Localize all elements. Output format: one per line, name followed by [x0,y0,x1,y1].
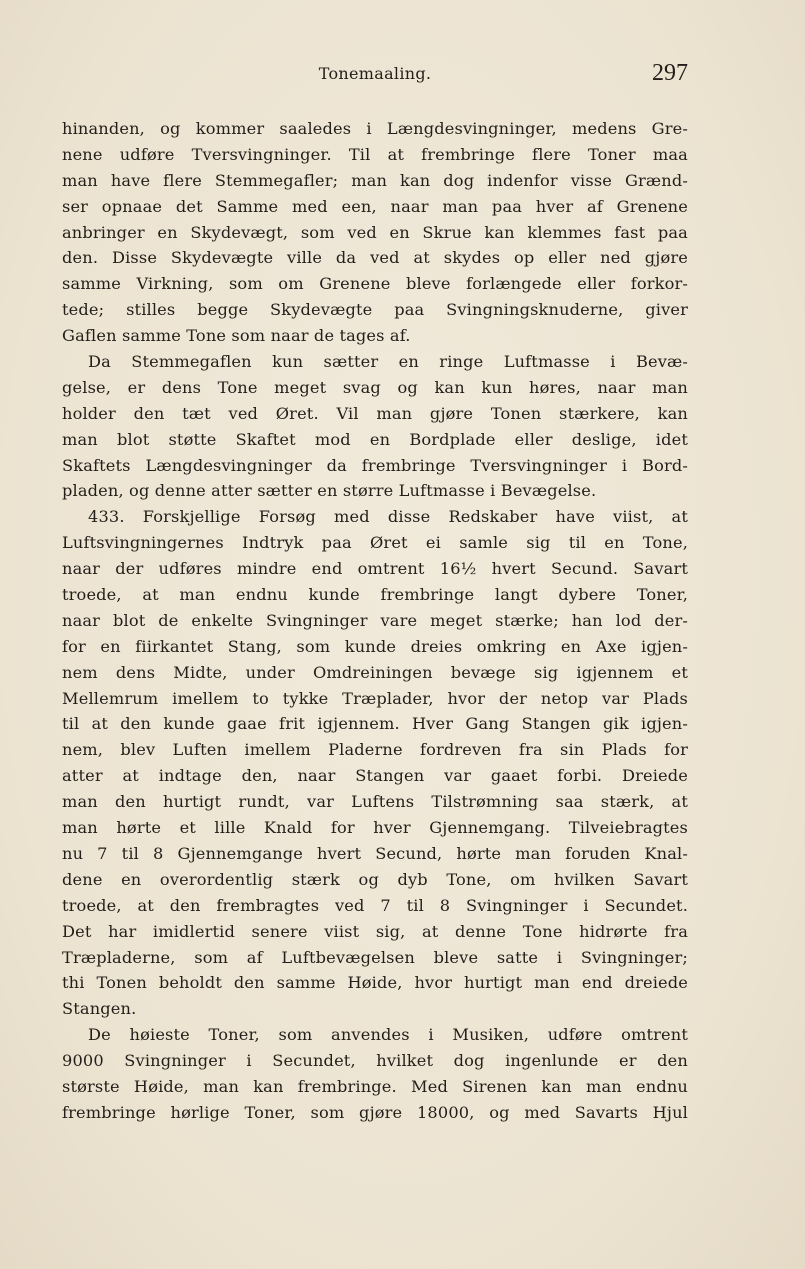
page-number: 297 [652,60,688,86]
text-line: Skaftets Længdesvingninger da frembringe Tversvingninger i Bord- [62,455,688,475]
text-line: dene en overordentlig stærk og dyb Tone, om hvilken Savart [62,869,688,889]
text-line: ser opnaae det Samme med een, naar man paa hver af Grenene [62,196,688,216]
text-line: Det har imidlertid senere viist sig, at denne Tone hidrørte fra [62,921,688,941]
text-line: til at den kunde gaae frit igjennem. Hver Gang Stangen gik igjen- [62,714,688,734]
text-line: atter at indtage den, naar Stangen var gaaet forbi. Dreiede [62,766,688,786]
text-line: nem, blev Luften imellem Pladerne fordreven fra sin Plads for [62,740,688,760]
text-line: naar blot de enkelte Svingninger vare meget stærke; han lod der- [62,610,688,630]
text-line: Da Stemmegaflen kun sætter en ringe Luftmasse i Bevæ- [88,352,688,372]
text-line: thi Tonen beholdt den samme Høide, hvor hurtigt man end dreiede [62,973,688,993]
text-line: Træpladerne, som af Luftbevægelsen bleve satte i Svingninger; [62,947,688,967]
text-line: troede, at man endnu kunde frembringe langt dybere Toner, [62,585,688,605]
text-line: tede; stilles begge Skydevægte paa Svingningsknuderne, giver [62,300,688,320]
text-line: man have flere Stemmegafler; man kan dog indenfor visse Grænd- [62,170,688,190]
text-line: Gaflen samme Tone som naar de tages af. [62,326,411,346]
text-line: naar der udføres mindre end omtrent 16½ hvert Secund. Savart [62,559,688,579]
text-line: for en fiirkantet Stang, som kunde dreies omkring en Axe igjen- [62,636,688,656]
running-title: Tonemaaling. [318,64,432,83]
text-line: man blot støtte Skaftet mod en Bordplade eller deslige, idet [62,429,688,449]
text-line: hinanden, og kommer saaledes i Længdesvingninger, medens Gre- [62,119,688,138]
text-line: største Høide, man kan frembringe. Med Sirenen kan man endnu [62,1076,688,1096]
text-line: 433. Forskjellige Forsøg med disse Redskaber have viist, at [88,507,688,527]
text-line: troede, at den frembragtes ved 7 til 8 Svingninger i Secundet. [62,895,688,915]
text-line: man den hurtigt rundt, var Luftens Tilstrømning saa stærk, at [62,792,688,812]
text-line: De høieste Toner, som anvendes i Musiken, udføre omtrent [88,1025,688,1045]
text-line: frembringe hørlige Toner, som gjøre 18000, og med Savarts Hjul [62,1102,688,1122]
text-line: samme Virkning, som om Grenene bleve forlængede eller forkor- [62,274,688,294]
text-line: pladen, og denne atter sætter en større Luftmasse i Bevægelse. [62,481,597,501]
text-line: gelse, er dens Tone meget svag og kan kun høres, naar man [62,377,688,397]
text-line: Mellemrum imellem to tykke Træplader, hvor der netop var Plads [62,688,688,708]
text-line: nem dens Midte, under Omdreiningen bevæge sig igjennem et [62,662,688,682]
text-line: Luftsvingningernes Indtryk paa Øret ei samle sig til en Tone, [62,533,688,553]
text-line: nene udføre Tversvingninger. Til at frembringe flere Toner maa [62,144,688,164]
text-line: nu 7 til 8 Gjennemgange hvert Secund, hørte man foruden Knal- [62,843,688,863]
text-line: holder den tæt ved Øret. Vil man gjøre Tonen stærkere, kan [62,403,688,423]
body-text [62,116,688,1126]
text-line: Stangen. [62,999,137,1019]
text-line: den. Disse Skydevægte ville da ved at skydes op eller ned gjøre [62,248,688,268]
text-line: 9000 Svingninger i Secundet, hvilket dog ingenlunde er den [62,1051,688,1071]
text-line: anbringer en Skydevægt, som ved en Skrue kan klemmes fast paa [62,222,688,242]
page-header [62,60,688,90]
text-line: man hørte et lille Knald for hver Gjennemgang. Tilveiebragtes [62,818,688,838]
